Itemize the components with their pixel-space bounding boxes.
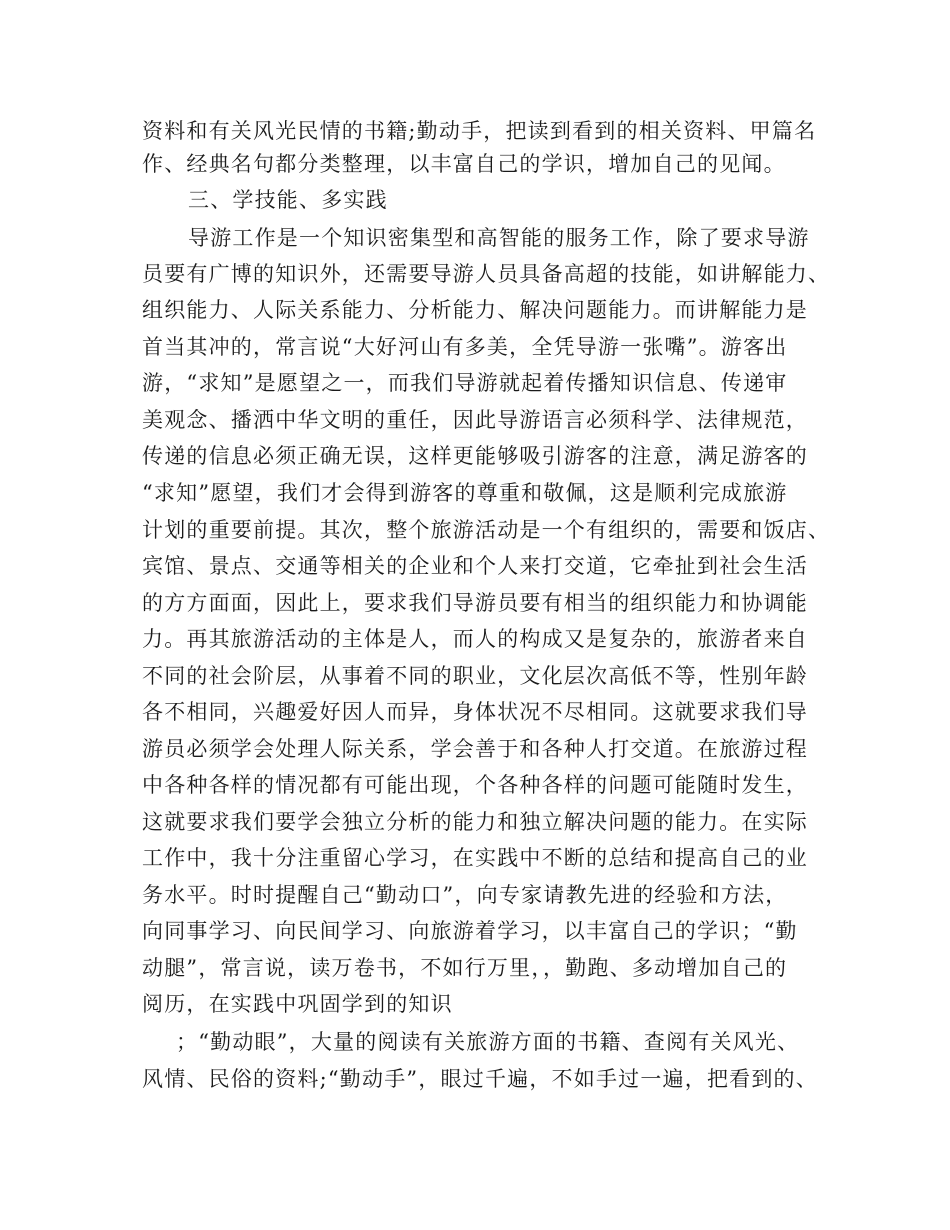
- text-line: 游，“求知”是愿望之一，而我们导游就起着传播知识信息、传递审: [142, 371, 788, 395]
- text-line: 向同事学习、向民间学习、向旅游着学习，以丰富自己的学识；“勤: [142, 919, 798, 943]
- text-line: 员要有广博的知识外，还需要导游人员具备高超的技能，如讲解能力、: [142, 262, 831, 286]
- text-line: 传递的信息必须正确无误，这样更能够吸引游客的注意，满足游客的: [142, 444, 808, 468]
- text-line: 作、经典名句都分类整理，以丰富自己的学识，增加自己的见闻。: [142, 152, 786, 176]
- text-line: 不同的社会阶层，从事着不同的职业，文化层次高低不等，性别年龄: [142, 664, 808, 688]
- text-line: “求知”愿望，我们才会得到游客的尊重和敬佩，这是顺利完成旅游: [142, 481, 788, 505]
- text-line: 美观念、播洒中华文明的重任，因此导游语言必须科学、法律规范，: [142, 408, 808, 432]
- text-line: 这就要求我们要学会独立分析的能力和独立解决问题的能力。在实际: [142, 810, 808, 834]
- text-line: 首当其冲的，常言说“大好河山有多美，全凭导游一张嘴”。游客出: [142, 335, 788, 359]
- text-line: 宾馆、景点、交通等相关的企业和个人来打交道，它牵扯到社会生活: [142, 554, 808, 578]
- text-line: 资料和有关风光民情的书籍;勤动手，把读到看到的相关资料、甲篇名: [142, 119, 817, 143]
- text-line: 力。再其旅游活动的主体是人，而人的构成又是复杂的，旅游者来自: [142, 627, 808, 651]
- text-line: 风情、民俗的资料;“勤动手”，眼过千遍，不如手过一遍，把看到的、: [142, 1067, 818, 1091]
- text-line: 阅历，在实践中巩固学到的知识: [142, 992, 453, 1016]
- text-line: 游员必须学会处理人际关系，学会善于和各种人打交道。在旅游过程: [142, 737, 808, 761]
- section-heading: 三、学技能、多实践: [188, 188, 388, 212]
- text-line: 中各种各样的情况都有可能出现，个各种各样的问题可能随时发生，: [142, 773, 808, 797]
- text-line: 务水平。时时提醒自己“勤动口”，向专家请教先进的经验和方法，: [142, 883, 788, 907]
- text-line: 的方方面面，因此上，要求我们导游员要有相当的组织能力和协调能: [142, 591, 808, 615]
- text-line: 导游工作是一个知识密集型和高智能的服务工作，除了要求导游: [188, 226, 810, 250]
- text-line: 各不相同，兴趣爱好因人而异，身体状况不尽相同。这就要求我们导: [142, 700, 808, 724]
- text-line: ；“勤动眼”，大量的阅读有关旅游方面的书籍、查阅有关风光、: [176, 1030, 800, 1054]
- text-line: 组织能力、人际关系能力、分析能力、解决问题能力。而讲解能力是: [142, 298, 808, 322]
- text-line: 动腿”，常言说，读万卷书，不如行万里，，勤跑、多动增加自己的: [142, 956, 788, 980]
- text-line: 计划的重要前提。其次，整个旅游活动是一个有组织的，需要和饭店、: [142, 518, 831, 542]
- text-line: 工作中，我十分注重留心学习，在实践中不断的总结和提高自己的业: [142, 846, 808, 870]
